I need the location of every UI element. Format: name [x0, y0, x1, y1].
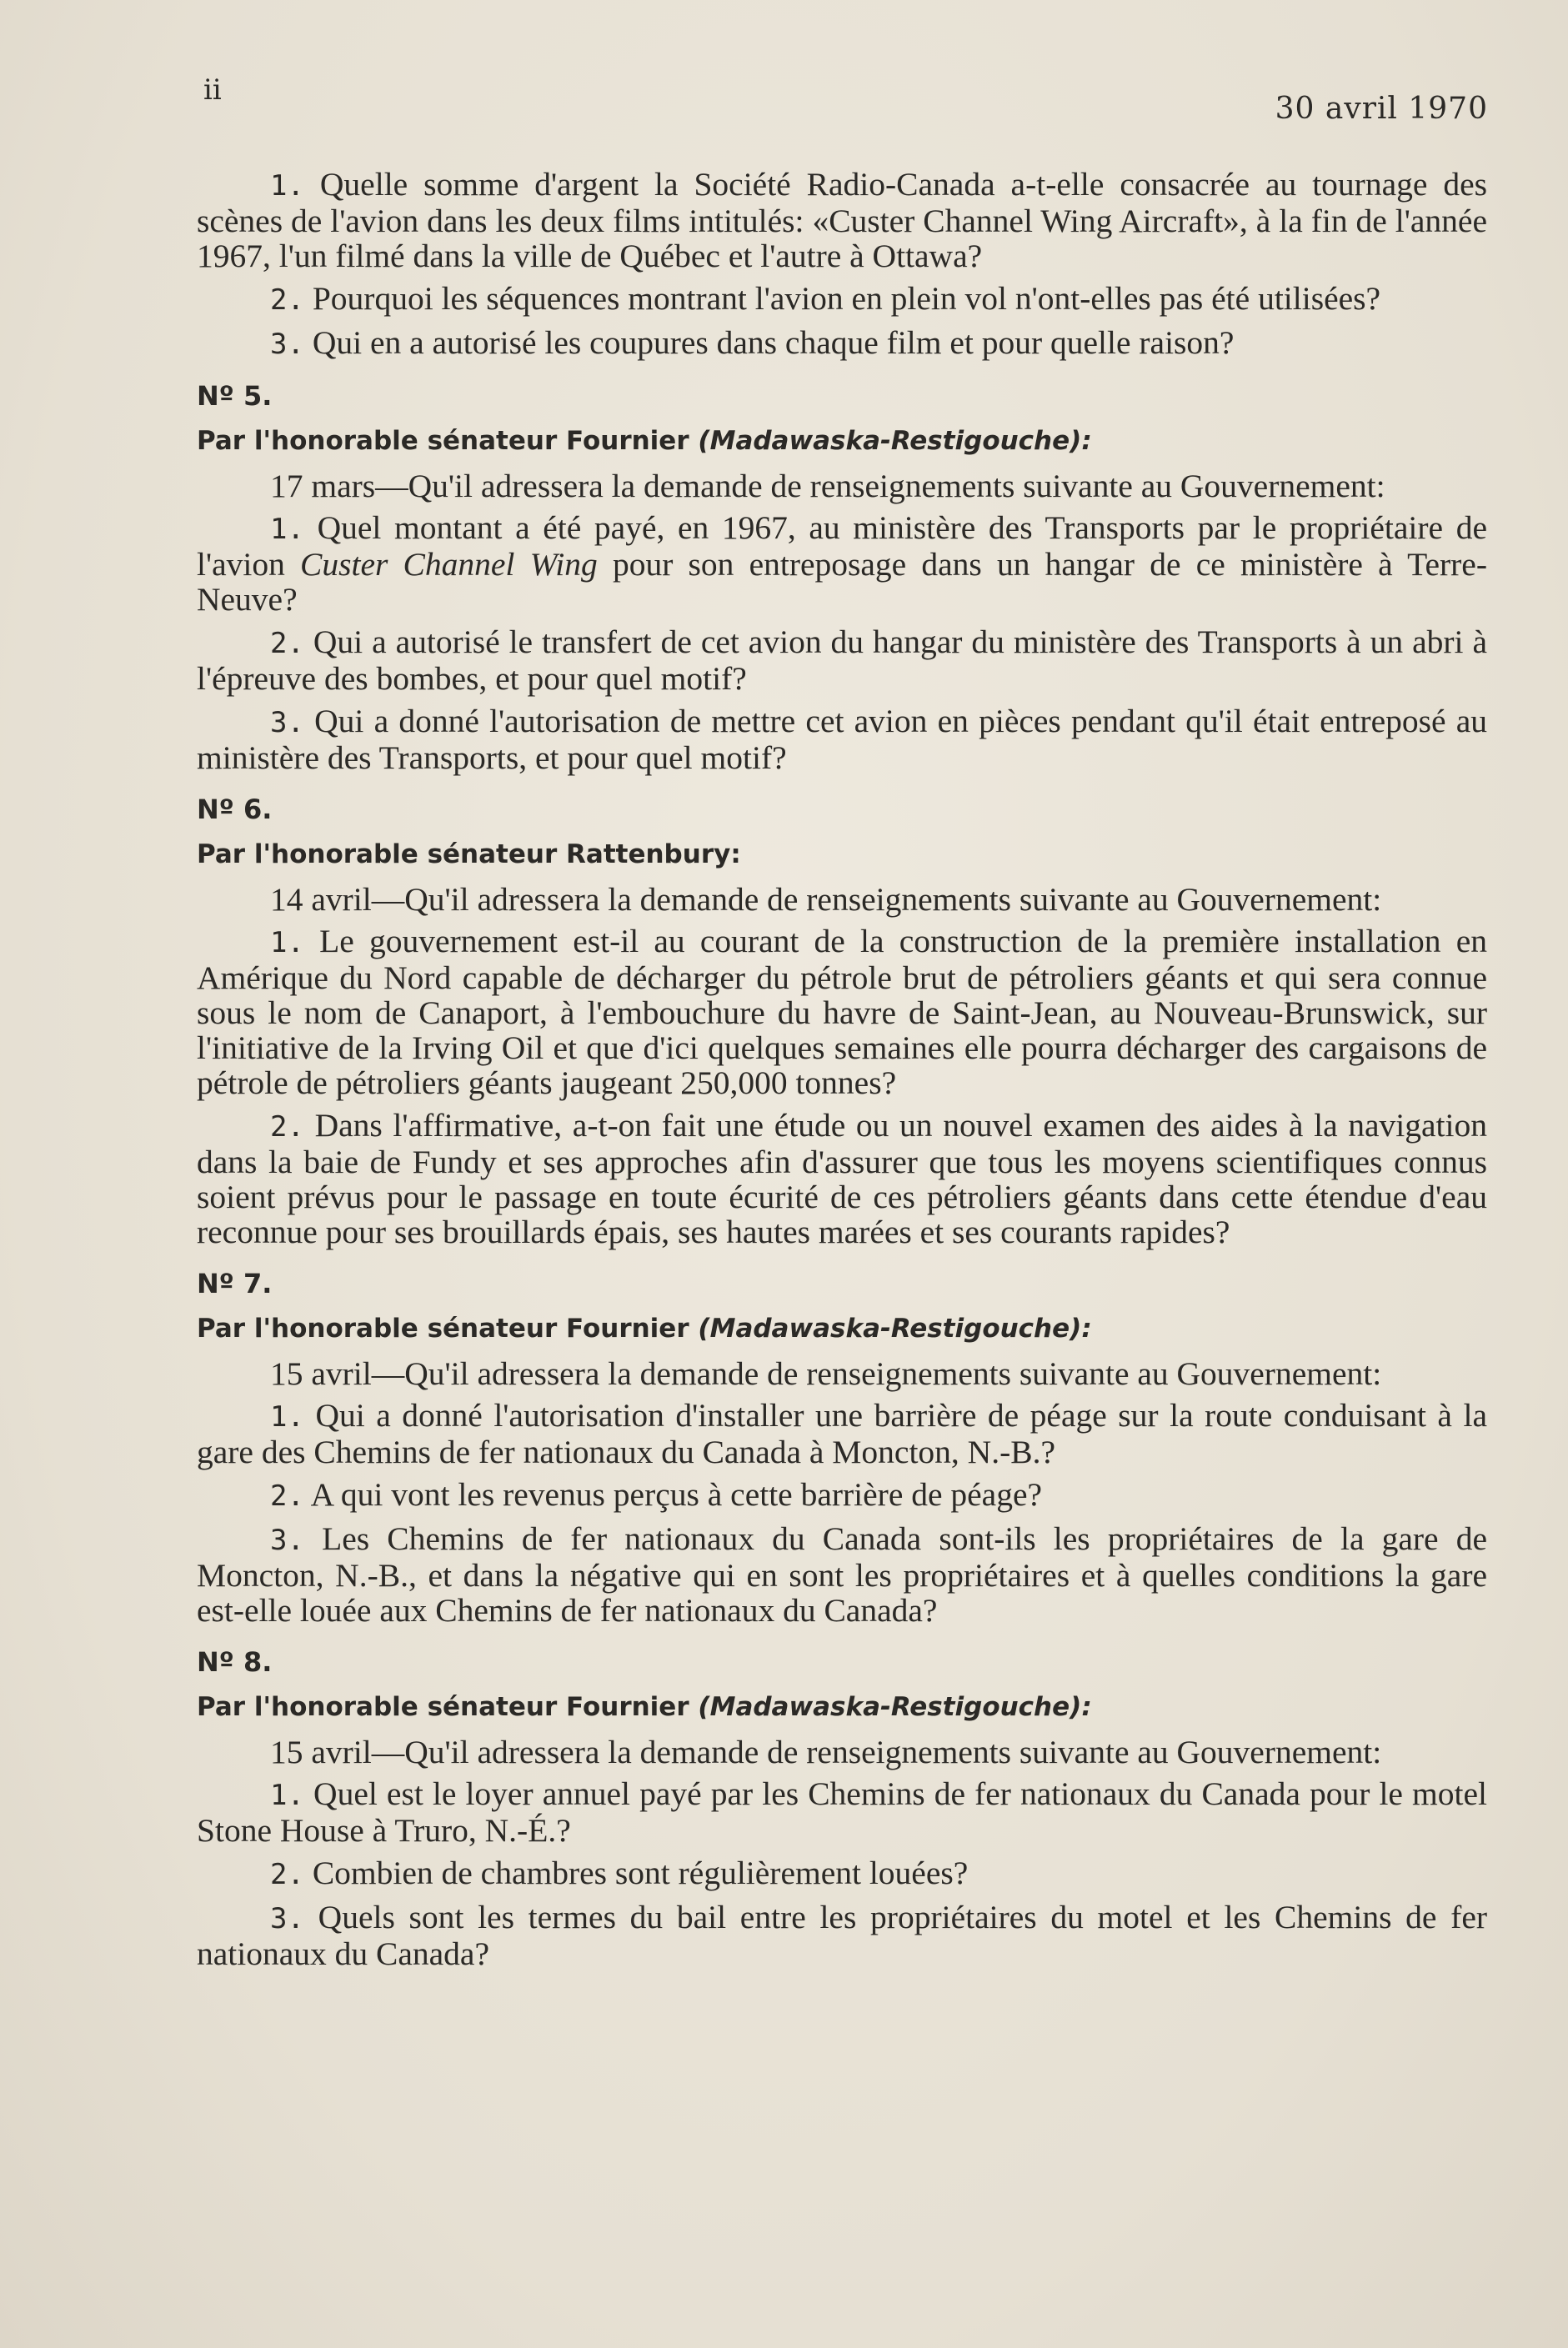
question-number: 1.	[270, 1400, 304, 1434]
question-number: 2.	[270, 1110, 304, 1144]
question-text: A qui vont les revenus perçus à cette barrière de péage?	[310, 1476, 1043, 1513]
question-text: Les Chemins de fer nationaux du Canada sont-ils les propriétaires de la gare de Moncton, N.-B., et dans la négative qui en sont les propriétaires et à quelles conditions la gare est-elle louée aux Chemins de fer nationaux du Canada?	[197, 1520, 1487, 1629]
question	[197, 624, 1487, 696]
question-text-end: pour son entreposage dans un hangar de ce ministère à Terre-Neuve?	[197, 546, 1487, 618]
page-header	[203, 73, 1488, 132]
question	[197, 325, 1487, 362]
question-number: 3.	[270, 1902, 304, 1935]
question-number: 1.	[270, 1779, 304, 1812]
question-text: Qui a donné l'autorisation d'installer une barrière de péage sur la route conduisant à la gare des Chemins de fer nationaux du Canada à Moncton, N.-B.?	[197, 1397, 1487, 1470]
question-number: 3.	[270, 328, 304, 361]
question	[197, 510, 1487, 617]
question	[197, 1855, 1487, 1892]
request-date-line: 14 avril—Qu'il adressera la demande de renseignements suivante au Gouvernement:	[270, 881, 1382, 918]
byline-riding: (Madawaska-Restigouche):	[698, 426, 1092, 456]
section-number: Nº 8.	[197, 1646, 273, 1678]
intro-questions	[197, 167, 1487, 362]
question-text: Pourquoi les séquences montrant l'avion en plein vol n'ont-elles pas été utilisées?	[312, 280, 1381, 317]
question-text: Quelle somme d'argent la Société Radio-Canada a-t-elle consacrée au tournage des scènes de l'avion dans les deux films intitulés: «Custer Channel Wing Aircraft», à la fin de l'année 1967, l'un filmé dans la ville de Québec et l'autre à Ottawa?	[197, 166, 1487, 274]
byline-name: Par l'honorable sénateur Fournier	[197, 1314, 699, 1344]
question-text: Quel montant a été payé, en 1967, au ministère des Transports par le propriétaire de l'avion	[197, 509, 1488, 583]
question-text: Combien de chambres sont régulièrement louées?	[312, 1855, 969, 1891]
byline-name: Par l'honorable sénateur Fournier	[197, 426, 699, 456]
question-text: Qui a autorisé le transfert de cet avion du hangar du ministère des Transports à un abri à l'épreuve des bombes, et pour quel motif?	[197, 623, 1487, 697]
byline-riding: (Madawaska-Restigouche):	[698, 1692, 1092, 1722]
question	[197, 924, 1487, 1100]
question	[197, 1521, 1487, 1628]
question-number: 2.	[270, 1858, 304, 1891]
section-no-6	[197, 792, 1487, 1249]
question-number: 3.	[270, 1524, 304, 1557]
request-date-line: 15 avril—Qu'il adressera la demande de renseignements suivante au Gouvernement:	[270, 1355, 1382, 1392]
question-number: 2.	[270, 283, 304, 317]
question-number: 2.	[270, 627, 304, 660]
section-no-5	[197, 378, 1487, 775]
section-no-8	[197, 1645, 1487, 1971]
question	[197, 1398, 1487, 1469]
question-text: Dans l'affirmative, a-t-on fait une étude ou un nouvel examen des aides à la navigation dans la baie de Fundy et ses approches afin d'assurer que tous les moyens scientifiques connus soient prévus pour le passage en toute écurité de ces pétroliers géants dans cette étendue d'eau reconnue pour ses brouillards épais, ses hautes marées et ses courants rapides?	[197, 1107, 1488, 1250]
section-number: Nº 5.	[197, 380, 273, 412]
page-number: ii	[203, 73, 222, 107]
question-number: 1.	[270, 513, 304, 546]
question	[197, 1108, 1487, 1249]
page-date: 30 avril 1970	[1275, 92, 1488, 126]
request-date-line: 15 avril—Qu'il adressera la demande de renseignements suivante au Gouvernement:	[270, 1734, 1382, 1770]
byline-name: Par l'honorable sénateur Fournier	[197, 1692, 699, 1722]
section-number: Nº 7.	[197, 1268, 273, 1299]
question	[197, 281, 1487, 318]
question-text: Quels sont les termes du bail entre les propriétaires du motel et les Chemins de fer nationaux du Canada?	[197, 1899, 1488, 1972]
senator-byline	[197, 1311, 1487, 1346]
question-number: 3.	[270, 706, 304, 739]
question	[197, 1900, 1487, 1971]
question-text: Qui a donné l'autorisation de mettre cet avion en pièces pendant qu'il était entreposé au ministère des Transports, et pour quel motif?	[197, 703, 1487, 776]
byline-riding: (Madawaska-Restigouche):	[698, 1314, 1092, 1344]
question-text: Quel est le loyer annuel payé par les Chemins de fer nationaux du Canada pour le motel Stone House à Truro, N.-É.?	[197, 1775, 1488, 1849]
question-italic-text: Custer Channel Wing	[300, 546, 598, 583]
document-body	[197, 167, 1487, 1979]
question	[197, 1477, 1487, 1514]
section-number: Nº 6.	[197, 794, 273, 825]
question-number: 1.	[270, 169, 304, 203]
question-number: 2.	[270, 1479, 304, 1513]
byline-name: Par l'honorable sénateur Rattenbury:	[197, 839, 741, 869]
question	[197, 703, 1487, 775]
request-date-line: 17 mars—Qu'il adressera la demande de renseignements suivante au Gouvernement:	[270, 468, 1385, 504]
senator-byline	[197, 1690, 1487, 1725]
senator-byline	[197, 837, 1487, 872]
question	[197, 1776, 1487, 1848]
question-text: Le gouvernement est-il au courant de la construction de la première installation en Amérique du Nord capable de décharger du pétrole brut de pétroliers géants et qui sera connue sous le nom de Canaport, à l'embouchure du havre de Saint-Jean, au Nouveau-Brunswick, sur l'initiative de la Irving Oil et que d'ici quelques semaines elle pourra décharger des cargaisons de pétrole de pétroliers géants jaugeant 250,000 tonnes?	[197, 923, 1488, 1101]
question-number: 1.	[270, 926, 304, 959]
senator-byline	[197, 423, 1487, 458]
section-no-7	[197, 1266, 1487, 1628]
question	[197, 167, 1487, 273]
question-text: Qui en a autorisé les coupures dans chaque film et pour quelle raison?	[312, 324, 1235, 361]
